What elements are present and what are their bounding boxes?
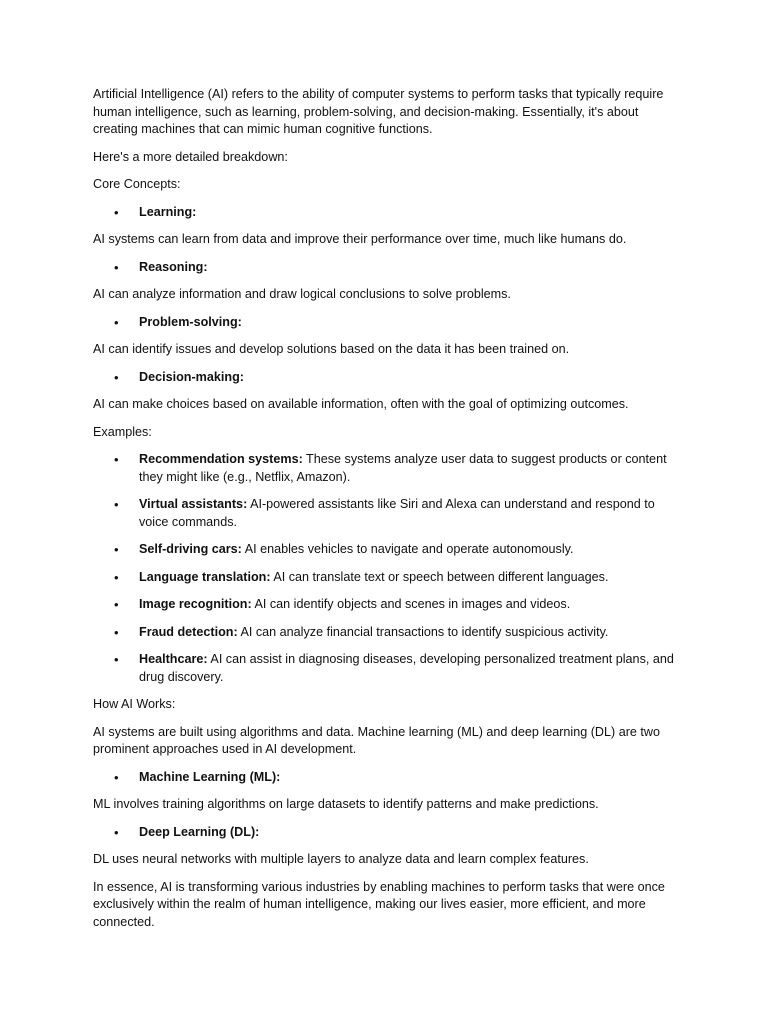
example-item bbox=[93, 569, 683, 587]
approach-bullet bbox=[93, 769, 683, 787]
example-text: AI can translate text or speech between different languages. bbox=[270, 569, 609, 584]
example-item bbox=[93, 596, 683, 614]
breakdown-intro: Here's a more detailed breakdown: bbox=[93, 149, 288, 164]
approach-title: Deep Learning (DL): bbox=[139, 824, 260, 839]
approach-list-2 bbox=[93, 824, 683, 842]
core-concept-list-3 bbox=[93, 314, 683, 332]
example-item bbox=[93, 451, 683, 486]
example-item bbox=[93, 541, 683, 559]
example-text: AI-powered assistants like Siri and Alexa can understand and respond to voice commands. bbox=[139, 497, 655, 529]
examples-list bbox=[93, 451, 683, 686]
example-title: Recommendation systems: bbox=[139, 452, 303, 466]
example-text: AI can analyze financial transactions to identify suspicious activity. bbox=[237, 624, 609, 639]
approach-list-1 bbox=[93, 769, 683, 787]
example-title: Language translation: bbox=[139, 569, 271, 584]
example-item bbox=[93, 651, 683, 686]
how-ai-works-intro: AI systems are built using algorithms and data. Machine learning (ML) and deep learning (DL) are two prominent approaches used in AI development. bbox=[93, 724, 661, 756]
core-concept-bullet bbox=[93, 204, 683, 222]
example-title: Fraud detection: bbox=[139, 624, 238, 639]
document-page bbox=[93, 86, 683, 941]
examples-heading: Examples: bbox=[93, 424, 152, 439]
example-text: AI can assist in diagnosing diseases, developing personalized treatment plans, and drug discovery. bbox=[139, 652, 674, 684]
core-concept-description: AI can identify issues and develop solutions based on the data it has been trained on. bbox=[93, 342, 570, 356]
approach-description: ML involves training algorithms on large datasets to identify patterns and make predictions. bbox=[93, 797, 599, 811]
example-item bbox=[93, 624, 683, 642]
core-concept-bullet bbox=[93, 259, 683, 277]
core-concepts-heading: Core Concepts: bbox=[93, 177, 181, 191]
example-item bbox=[93, 496, 683, 531]
core-concept-description: AI can make choices based on available information, often with the goal of optimizing outcomes. bbox=[93, 397, 629, 411]
core-concept-bullet bbox=[93, 314, 683, 332]
core-concept-title: Decision-making: bbox=[139, 369, 244, 384]
core-concept-bullet bbox=[93, 369, 683, 387]
core-concept-title: Reasoning: bbox=[139, 259, 208, 274]
core-concept-title: Problem-solving: bbox=[139, 314, 242, 329]
example-title: Healthcare: bbox=[139, 652, 208, 666]
core-concept-description: AI can analyze information and draw logical conclusions to solve problems. bbox=[93, 287, 511, 301]
example-text: AI can identify objects and scenes in images and videos. bbox=[251, 597, 571, 611]
intro-paragraph: Artificial Intelligence (AI) refers to the ability of computer systems to perform tasks that typically require human intelligence, such as learning, problem-solving, and decision-making. Essentially, it's about creating machines that can mimic human cognitive functions. bbox=[93, 87, 664, 136]
example-title: Virtual assistants: bbox=[139, 497, 248, 511]
conclusion-paragraph: In essence, AI is transforming various industries by enabling machines to perform tasks that were once exclusively within the realm of human intelligence, making our lives easier, more efficient, and more connected. bbox=[93, 879, 665, 929]
core-concept-title: Learning: bbox=[139, 204, 197, 219]
approach-bullet bbox=[93, 824, 683, 842]
core-concept-description: AI systems can learn from data and improve their performance over time, much like humans do. bbox=[93, 232, 627, 246]
example-title: Self-driving cars: bbox=[139, 542, 242, 556]
approach-title: Machine Learning (ML): bbox=[139, 769, 281, 784]
approach-description: DL uses neural networks with multiple layers to analyze data and learn complex features. bbox=[93, 852, 589, 866]
example-title: Image recognition: bbox=[139, 597, 252, 611]
example-text: These systems analyze user data to suggest products or content they might like (e.g., Netflix, Amazon). bbox=[139, 452, 667, 484]
example-text: AI enables vehicles to navigate and operate autonomously. bbox=[241, 542, 574, 556]
core-concept-list-1 bbox=[93, 204, 683, 222]
core-concept-list-4 bbox=[93, 369, 683, 387]
how-ai-works-heading: How AI Works: bbox=[93, 697, 176, 711]
core-concept-list-2 bbox=[93, 259, 683, 277]
